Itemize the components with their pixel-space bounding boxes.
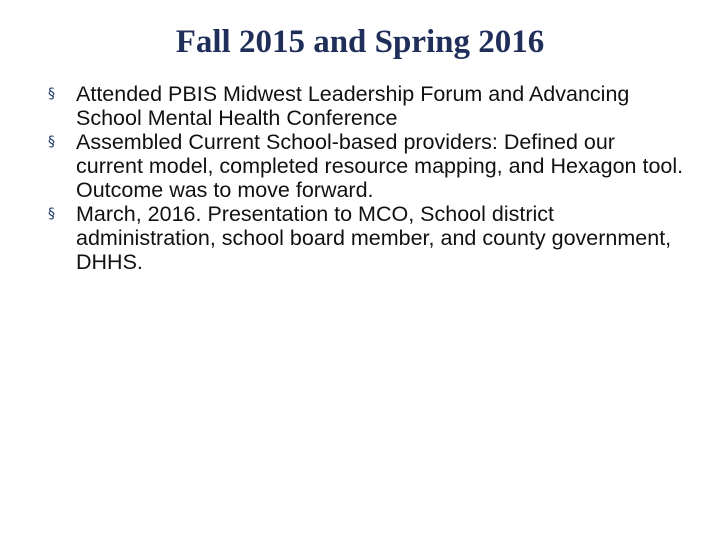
bullet-item-march-presentation <box>46 202 686 274</box>
bullet-text: March, 2016. Presentation to MCO, School district administration, school board member, and county government, DHHS. <box>76 202 672 274</box>
bullet-marker-icon: § <box>48 206 55 222</box>
bullet-text: Attended PBIS Midwest Leadership Forum and Advancing School Mental Health Conference <box>76 82 630 130</box>
bullet-marker-icon: § <box>48 134 55 150</box>
bullet-list <box>46 82 686 274</box>
bullet-item-assembled-providers <box>46 130 686 202</box>
bullet-marker-icon: § <box>48 86 55 102</box>
slide-title: Fall 2015 and Spring 2016 <box>175 24 545 60</box>
bullet-text: Assembled Current School-based providers: Defined our current model, completed resource mapping, and Hexagon tool. Outcome was to move forward. <box>76 130 684 202</box>
bullet-item-attended-forum <box>46 82 686 130</box>
